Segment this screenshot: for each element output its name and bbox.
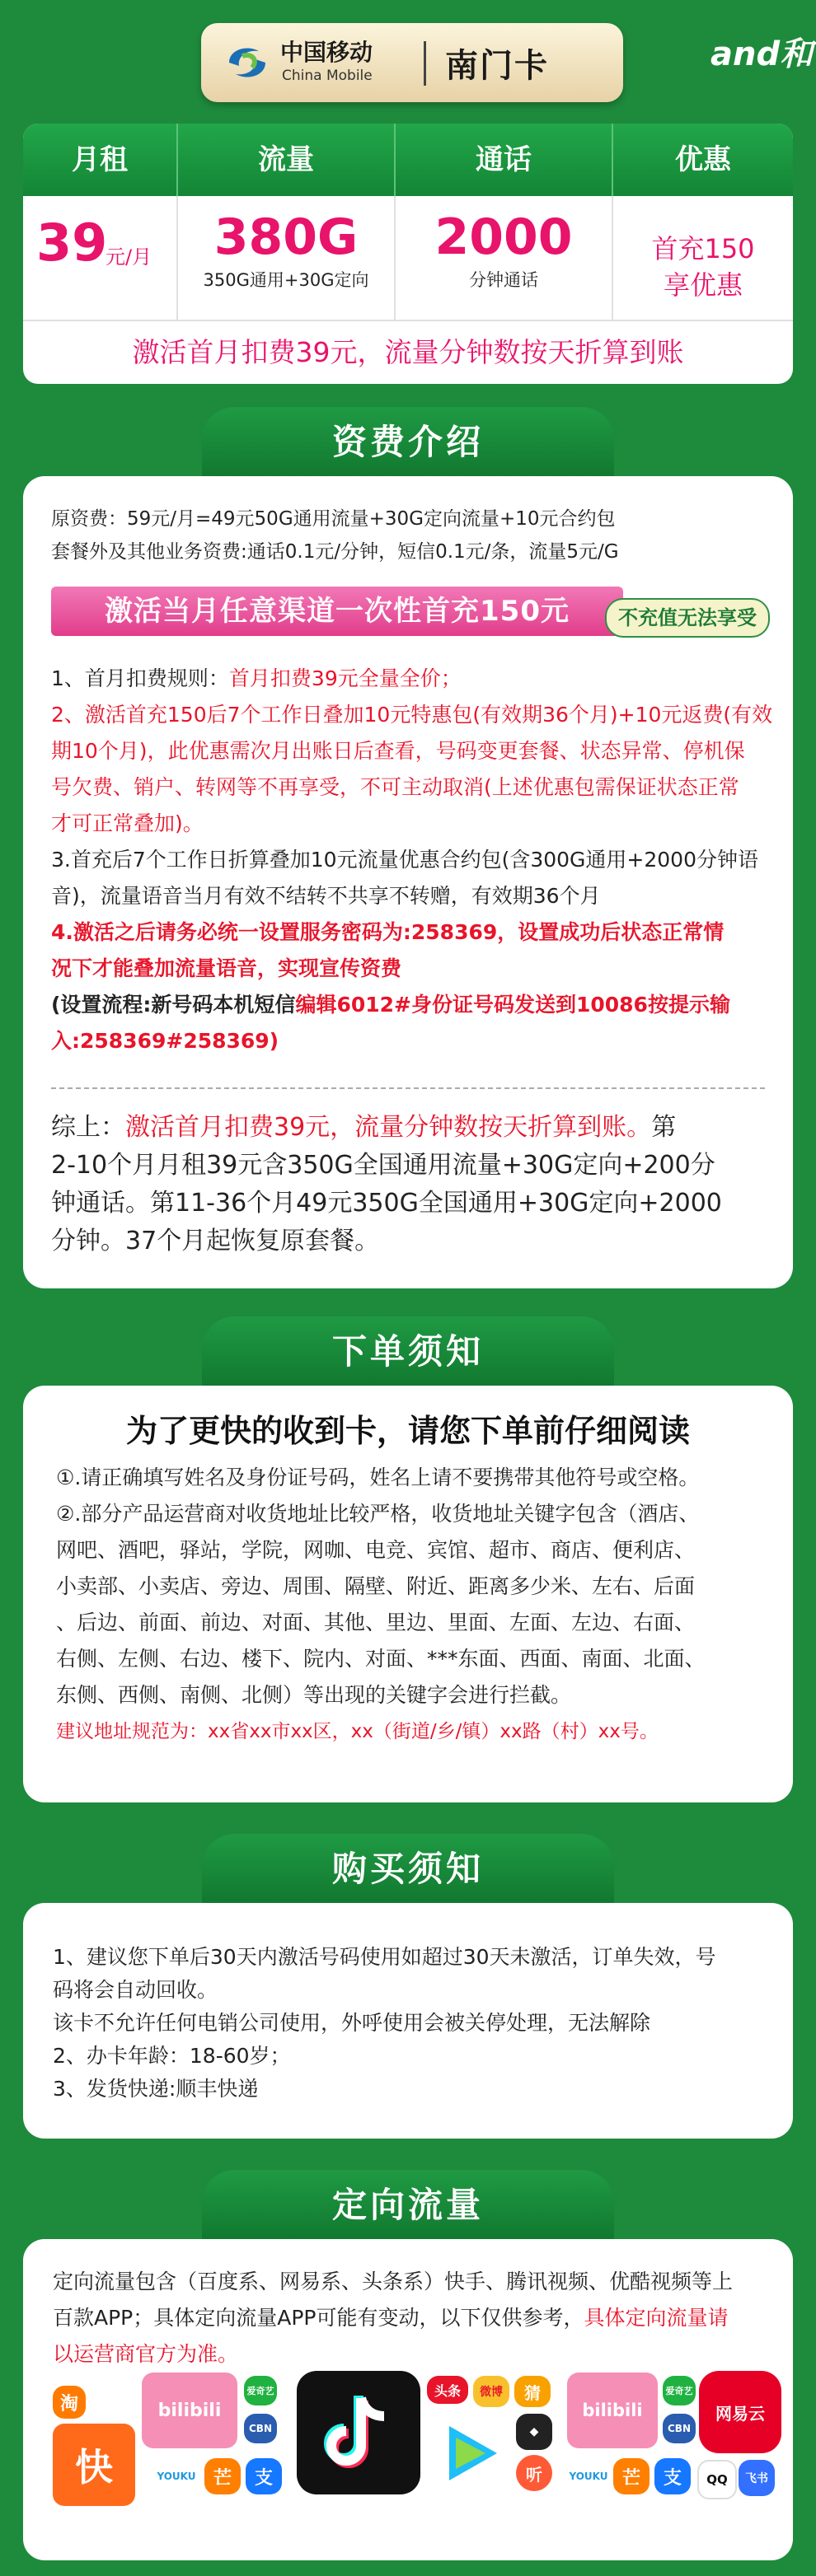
cell-rent xyxy=(23,196,178,320)
rule3-line1: 3.首充后7个工作日折算叠加10元流量优惠合约包(含300G通用+2000分钟语 xyxy=(51,848,758,872)
app-icon-weibo: 微博 xyxy=(473,2376,509,2407)
promo-line2: 享优惠 xyxy=(663,269,743,301)
divider xyxy=(424,41,426,86)
cell-promo xyxy=(613,196,793,320)
order-item2-line3: 小卖部、小卖店、旁边、周围、隔壁、附近、距离多少米、左右、后面 xyxy=(56,1574,696,1598)
table-divider xyxy=(23,320,793,321)
directed-line2-prefix: 百款APP；具体定向流量APP可能有变动，以下仅供参考， xyxy=(53,2306,584,2330)
directed-line2 xyxy=(53,2300,729,2336)
setup-prefix: (设置流程:新号码本机短信 xyxy=(51,993,296,1017)
order-item2-line5: 右侧、左侧、右边、楼下、院内、对面、***东面、西面、南面、北面、 xyxy=(56,1647,706,1671)
rule2-line3: 号欠费、销户、转网等不再享受，不可主动取消(上述优惠包需保证状态正常 xyxy=(51,775,739,799)
rule1-red: 首月扣费39元全量全价； xyxy=(228,666,462,690)
app-icon-tiktok xyxy=(297,2371,420,2494)
app-icon-tencent-video xyxy=(430,2414,509,2493)
summary-red: 激活首月扣费39元，流量分钟数按天折算到账。 xyxy=(125,1113,652,1142)
order-item2-line6: 东侧、西侧、南侧、北侧）等出现的关键字会进行拦截。 xyxy=(56,1683,572,1707)
order-item2-line4: 、后边、前面、前边、对面、其他、里边、里面、左面、左边、右面、 xyxy=(56,1611,696,1634)
order-item1: ①.请正确填写姓名及身份证号码，姓名上请不要携带其他符号或空格。 xyxy=(56,1466,700,1489)
app-icon-mango: 芒 xyxy=(204,2458,241,2494)
app-icon-qq: QQ xyxy=(697,2460,737,2499)
app-icon-kuaishou: 快 xyxy=(53,2424,135,2506)
app-icon-taobao: 淘 xyxy=(53,2386,86,2419)
tiktok-note-icon xyxy=(321,2391,396,2474)
brand-header xyxy=(201,23,623,102)
order-card xyxy=(23,1386,793,1802)
charge-banner-text: 激活当月任意渠道一次性首充150元 xyxy=(105,595,570,628)
app-icon-iqiyi-2: 爱奇艺 xyxy=(663,2376,696,2405)
orig-fee: 原资费：59元/月=49元50G通用流量+30G定向流量+10元合约包 xyxy=(51,508,616,530)
app-icon-game: ◆ xyxy=(516,2414,552,2450)
plan-banner: 激活首月扣费39元，流量分钟数按天折算到账 xyxy=(132,336,684,368)
purchase-tab: 购买须知 xyxy=(202,1834,614,1905)
header-promo: 优惠 xyxy=(613,124,793,196)
app-icon-cbn: CBN xyxy=(244,2414,277,2443)
promo-line1: 首充150 xyxy=(651,233,755,264)
directed-line3: 以运营商官方为准。 xyxy=(53,2342,239,2366)
directed-card xyxy=(23,2239,793,2560)
app-icon-alipay-2: 支 xyxy=(654,2458,691,2494)
rent-unit: 元/月 xyxy=(106,245,152,269)
summary-line2: 2-10个月月租39元含350G全国通用流量+30G定向+200分 xyxy=(51,1151,715,1180)
address-hint: 建议地址规范为：xx省xx市xx区，xx（街道/乡/镇）xx路（村）xx号。 xyxy=(56,1721,659,1742)
tencent-video-play-icon xyxy=(434,2418,505,2489)
and-logo: and和 xyxy=(710,35,814,73)
app-icon-ting: 听 xyxy=(516,2455,552,2491)
summary-rest1: 第 xyxy=(651,1113,677,1142)
rule3-line2: 音)，流量语音当月有效不结转不共享不转赠，有效期36个月 xyxy=(51,884,601,908)
extra-fee: 套餐外及其他业务资费:通话0.1元/分钟，短信0.1元/条，流量5元/G xyxy=(51,541,619,563)
data-note: 350G通用+30G定向 xyxy=(203,270,369,290)
purchase-line2: 码将会自动回收。 xyxy=(53,1978,218,2002)
rule2-line2: 期10个月)，此优惠需次月出账日后查看，号码变更套餐、状态异常、停机保 xyxy=(51,739,745,763)
app-icon-mango-2: 芒 xyxy=(613,2458,650,2494)
app-icon-feishu: 飞书 xyxy=(739,2460,775,2496)
header-data: 流量 xyxy=(178,124,396,196)
header-call: 通话 xyxy=(396,124,613,196)
purchase-card xyxy=(23,1903,793,2139)
purchase-line5: 3、发货快递:顺丰快递 xyxy=(53,2077,259,2101)
app-icon-bilibili-2: bilibili xyxy=(567,2373,658,2448)
app-icon-alipay: 支 xyxy=(246,2458,282,2494)
order-tab: 下单须知 xyxy=(202,1316,614,1387)
app-icon-netease-music: 网易云 xyxy=(699,2371,781,2453)
rule2-line4: 才可正常叠加)。 xyxy=(51,811,204,835)
app-icon-cbn-2: CBN xyxy=(663,2414,696,2443)
summary-prefix: 综上： xyxy=(51,1113,125,1142)
rent-value: 39 xyxy=(36,213,108,273)
rule1-prefix: 1、首月扣费规则： xyxy=(51,666,229,690)
app-icon-cai: 猜 xyxy=(514,2376,551,2407)
order-item2-line2: 网吧、酒吧，驿站，学院，网咖、电竞、宾馆、超市、商店、便利店、 xyxy=(56,1538,696,1562)
rule2-line1: 2、激活首充150后7个工作日叠加10元特惠包(有效期36个月)+10元返费(有效 xyxy=(51,703,773,727)
china-mobile-logo-icon xyxy=(223,38,272,87)
app-icon-bilibili: bilibili xyxy=(142,2373,237,2448)
dashed-divider xyxy=(51,1087,765,1089)
purchase-line4: 2、办卡年龄：18-60岁； xyxy=(53,2044,291,2068)
summary-line3: 钟通话。第11-36个月49元350G全国通用+30G定向+2000 xyxy=(51,1189,722,1218)
brand-name-en: China Mobile xyxy=(282,68,373,84)
purchase-line3: 该卡不允许任何电销公司使用，外呼使用会被关停处理，无法解除 xyxy=(53,2011,651,2035)
summary-line1 xyxy=(51,1109,676,1147)
purchase-line1: 1、建议您下单后30天内激活号码使用如超过30天未激活，订单失效，号 xyxy=(53,1945,716,1969)
charge-tag: 不充值无法享受 xyxy=(605,598,770,638)
directed-line1: 定向流量包含（百度系、网易系、头条系）快手、腾讯视频、优酷视频等上 xyxy=(53,2270,734,2293)
charge-banner xyxy=(51,587,623,636)
fees-tab: 资费介绍 xyxy=(202,407,614,478)
setup-red1: 编辑6012#身份证号码发送到10086按提示输 xyxy=(295,993,730,1017)
directed-tab: 定向流量 xyxy=(202,2170,614,2241)
rule4-line2: 况下才能叠加流量语音，实现宣传资费 xyxy=(51,956,402,980)
order-item2-line1: ②.部分产品运营商对收货地址比较严格，收货地址关键字包含（酒店、 xyxy=(56,1502,700,1526)
card-name: 南门卡 xyxy=(445,47,549,85)
rule1 xyxy=(51,661,462,697)
data-value: 380G xyxy=(213,208,359,266)
summary-line4: 分钟。37个月起恢复原套餐。 xyxy=(51,1227,380,1255)
setup-line2: 入:258369#258369) xyxy=(51,1029,279,1053)
header-rent: 月租 xyxy=(23,124,178,196)
directed-line2-red: 具体定向流量请 xyxy=(584,2306,729,2330)
brand-name-cn: 中国移动 xyxy=(280,39,373,66)
order-headline: 为了更快的收到卡，请您下单前仔细阅读 xyxy=(125,1413,690,1449)
app-icon-youku: YOUKU xyxy=(155,2465,198,2488)
app-icon-youku-2: YOUKU xyxy=(567,2465,610,2488)
call-value: 2000 xyxy=(434,208,573,266)
setup-line1 xyxy=(51,987,730,1023)
cell-call xyxy=(396,196,613,320)
fees-card xyxy=(23,476,793,1288)
app-icon-toutiao: 头条 xyxy=(427,2376,468,2404)
cell-data xyxy=(178,196,396,320)
plan-table xyxy=(23,124,793,384)
rule4-line1: 4.激活之后请务必统一设置服务密码为:258369，设置成功后状态正常情 xyxy=(51,920,725,944)
call-note: 分钟通话 xyxy=(469,270,538,290)
app-icon-iqiyi: 爱奇艺 xyxy=(244,2376,277,2405)
